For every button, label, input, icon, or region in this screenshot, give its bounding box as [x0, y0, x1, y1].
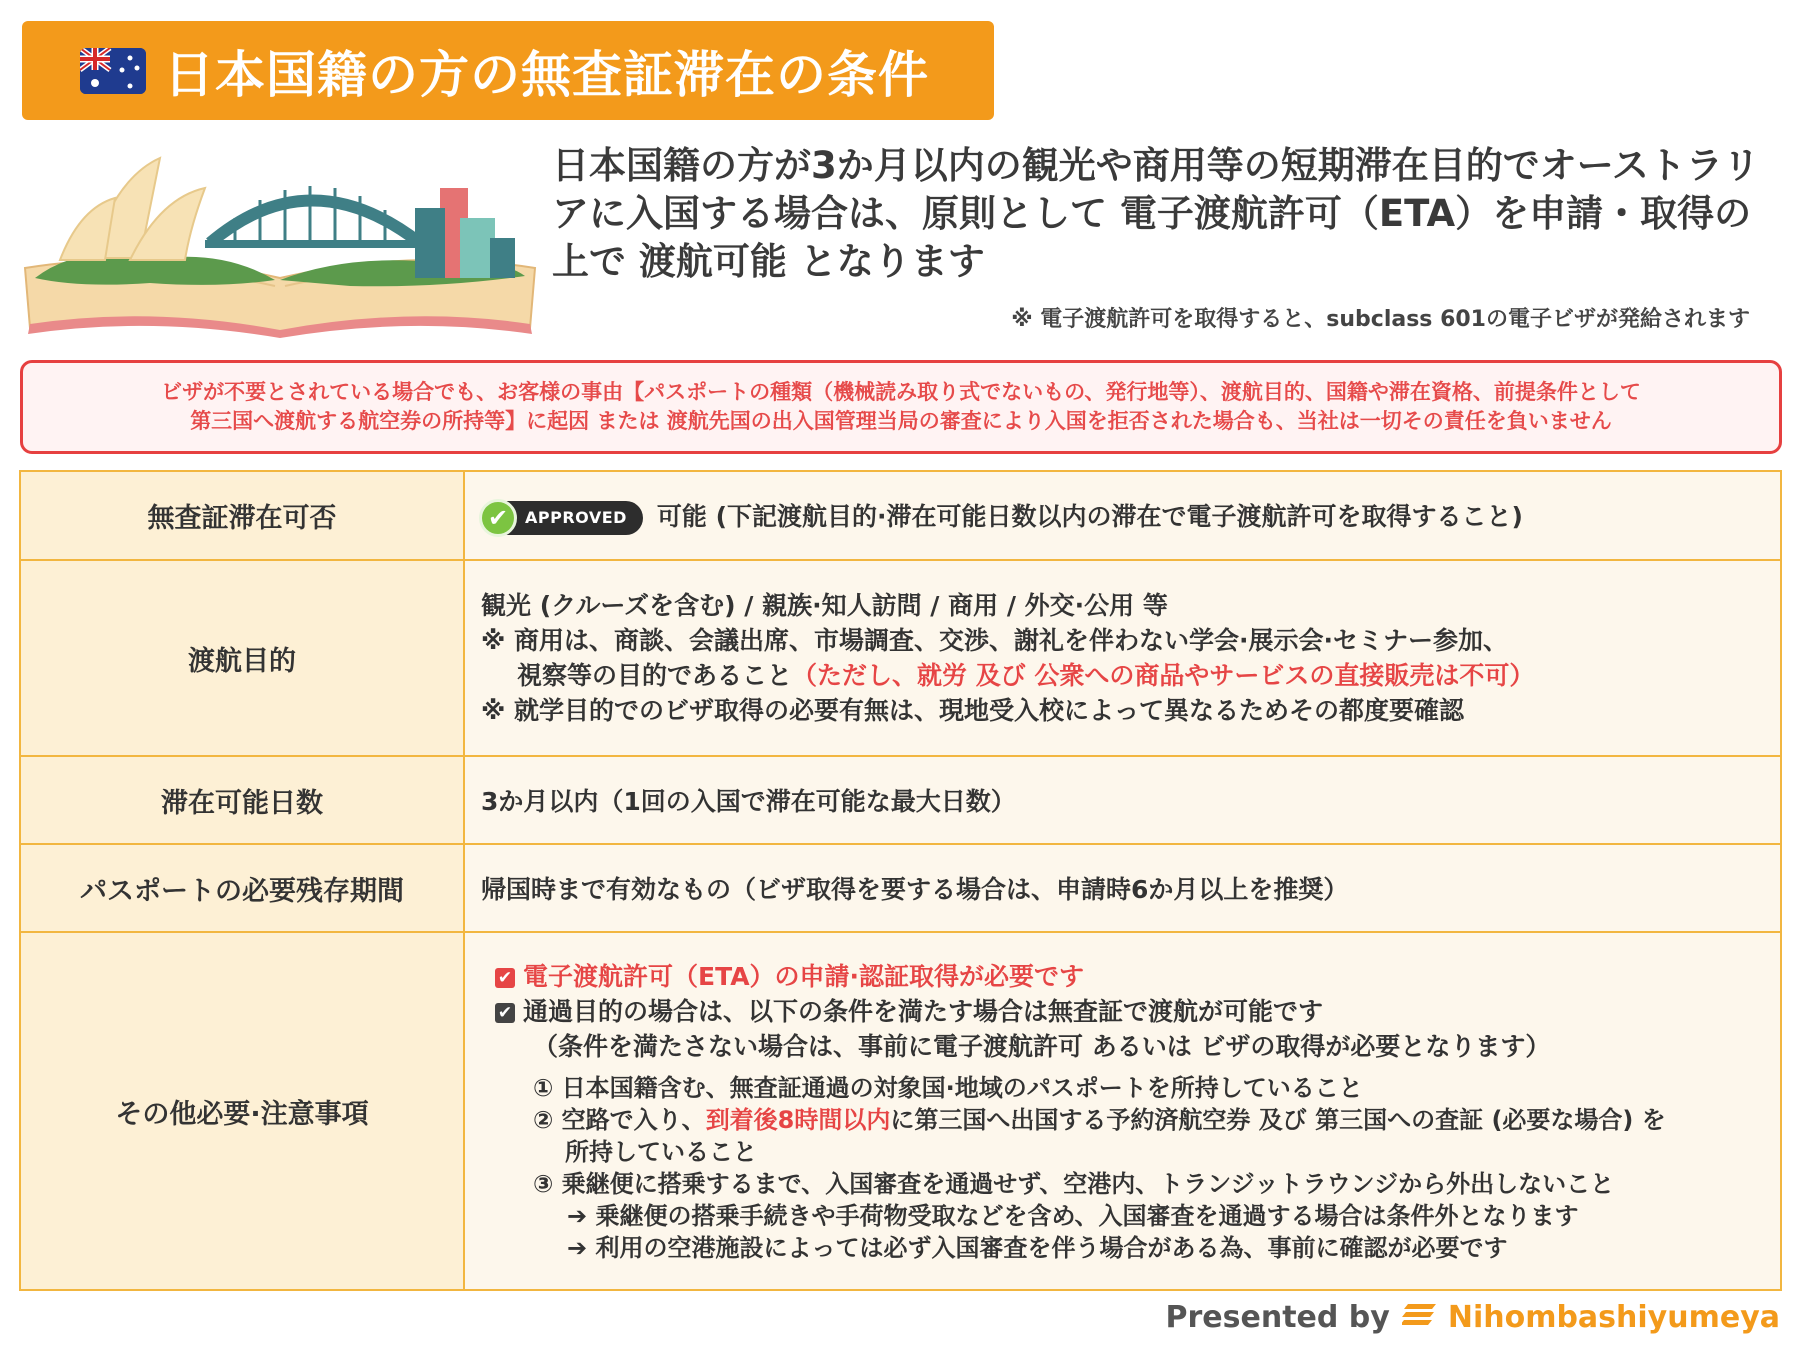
- lead-note: ※ 電子渡航許可を取得すると、subclass 601の電子ビザが発給されます: [1011, 307, 1750, 332]
- sydney-book-illustration: [20, 148, 540, 338]
- footer-credit: [1166, 1300, 1780, 1335]
- conditions-table: [19, 470, 1782, 1291]
- check-item-eta-text: 電子渡航許可（ETA）の申請·認証取得が必要です: [523, 961, 1085, 991]
- condition-2a: ② 空路で入り、: [533, 1105, 706, 1134]
- purpose-line-2: ※ 商用は、商談、会議出席、市場調査、交渉、謝礼を伴わない学会·展示会·セミナー参加、: [481, 626, 1509, 655]
- condition-2: [481, 1104, 1766, 1136]
- check-item-eta: [481, 959, 1766, 994]
- condition-3-note-1: ➔ 乗継便の搭乗手続きや手荷物受取などを含め、入国審査を通過する場合は条件外となります: [567, 1201, 1579, 1230]
- row-label-passport: パスポートの必要残存期間: [20, 844, 464, 932]
- row-label-visa-free: 無査証滞在可否: [20, 471, 464, 560]
- brand-logo-icon: [1402, 1300, 1438, 1335]
- purpose-line-1: 観光 (クルーズを含む) / 親族·知人訪問 / 商用 / 外交·公用 等: [481, 591, 1168, 620]
- australia-flag-icon: [80, 48, 146, 94]
- lead-emphasis-eta: 電子渡航許可（ETA）: [1119, 192, 1493, 235]
- row-value-stay-days: 3か月以内（1回の入国で滞在可能な最大日数）: [464, 756, 1781, 844]
- presented-by-label: Presented by: [1165, 1300, 1390, 1335]
- table-row: [20, 844, 1781, 932]
- purpose-line-4: ※ 就学目的でのビザ取得の必要有無は、現地受入校によって異なるためその都度要確認: [481, 696, 1465, 725]
- row-value-passport: 帰国時まで有効なもの（ビザ取得を要する場合は、申請時6か月以上を推奨）: [464, 844, 1781, 932]
- lead-text-2: を申請・取得の上で: [552, 192, 1752, 283]
- approved-badge-label: APPROVED: [525, 508, 627, 527]
- warning-box: [20, 360, 1782, 454]
- condition-2-emphasis: 到着後8時間以内: [705, 1105, 891, 1134]
- warning-line-2: 第三国へ渡航する航空券の所持等】に起因 または 渡航先国の出入国管理当局の審査により入国を拒否された場合も、当社は一切その責任を負いません: [190, 409, 1612, 433]
- check-item-transit-text: 通過目的の場合は、以下の条件を満たす場合は無査証で渡航が可能です: [523, 996, 1324, 1026]
- check-item-transit: [481, 994, 1766, 1029]
- condition-3: ③ 乗継便に搭乗するまで、入国審査を通過せず、空港内、トランジットラウンジから外出しないこと: [533, 1169, 1615, 1198]
- lead-text-3: となります: [786, 240, 985, 283]
- lead-paragraph: [552, 142, 1782, 286]
- row-label-other: その他必要·注意事項: [20, 932, 464, 1290]
- purpose-line-3a: 視察等の目的であること: [517, 661, 793, 690]
- row-value-other: [464, 932, 1781, 1290]
- table-row: [20, 560, 1781, 756]
- brand-name: Nihombashiyumeya: [1447, 1300, 1780, 1335]
- page-title: 日本国籍の方の無査証滞在の条件: [164, 45, 929, 104]
- warning-line-1: ビザが不要とされている場合でも、お客様の事由【パスポートの種類（機械読み取り式でないもの、発行地等）、渡航目的、国籍や滞在資格、前提条件として: [161, 380, 1641, 404]
- row-value-visa-free: [464, 471, 1781, 560]
- row-value-purpose: [464, 560, 1781, 756]
- row-label-stay-days: 滞在可能日数: [20, 756, 464, 844]
- transit-sub-note: （条件を満たさない場合は、事前に電子渡航許可 あるいは ビザの取得が必要となります）: [533, 1031, 1551, 1061]
- condition-3-note-2: ➔ 利用の空港施設によっては必ず入国審査を伴う場合がある為、事前に確認が必要です: [567, 1233, 1508, 1262]
- table-row: [20, 756, 1781, 844]
- condition-2c: に第三国へ出国する予約済航空券 及び 第三国への査証 (必要な場合) を: [890, 1105, 1666, 1134]
- checkbox-checked-icon: ✔: [495, 1003, 515, 1023]
- title-banner: [22, 21, 994, 120]
- approved-badge: [481, 501, 643, 535]
- table-row: [20, 471, 1781, 560]
- table-row: [20, 932, 1781, 1290]
- purpose-line-3: [481, 658, 1766, 693]
- purpose-line-3b: （ただし、就労 及び 公衆への商品やサービスの直接販売は不可）: [792, 661, 1535, 690]
- condition-1: ① 日本国籍含む、無査証通過の対象国·地域のパスポートを所持していること: [533, 1073, 1363, 1102]
- condition-2-cont: 所持していること: [565, 1137, 757, 1166]
- lead-text-1: 日本国籍の方が3か月以内の観光や商用等の短期滞在目的でオーストラリアに入国する場合は、原則として: [552, 144, 1760, 235]
- visa-free-value: 可能 (下記渡航目的·滞在可能日数以内の滞在で電子渡航許可を取得すること): [656, 501, 1523, 531]
- row-label-purpose: 渡航目的: [20, 560, 464, 756]
- check-icon: ✔: [479, 499, 517, 537]
- lead-emphasis-possible: 渡航可能: [638, 240, 787, 283]
- checkbox-checked-icon: ✔: [495, 968, 515, 988]
